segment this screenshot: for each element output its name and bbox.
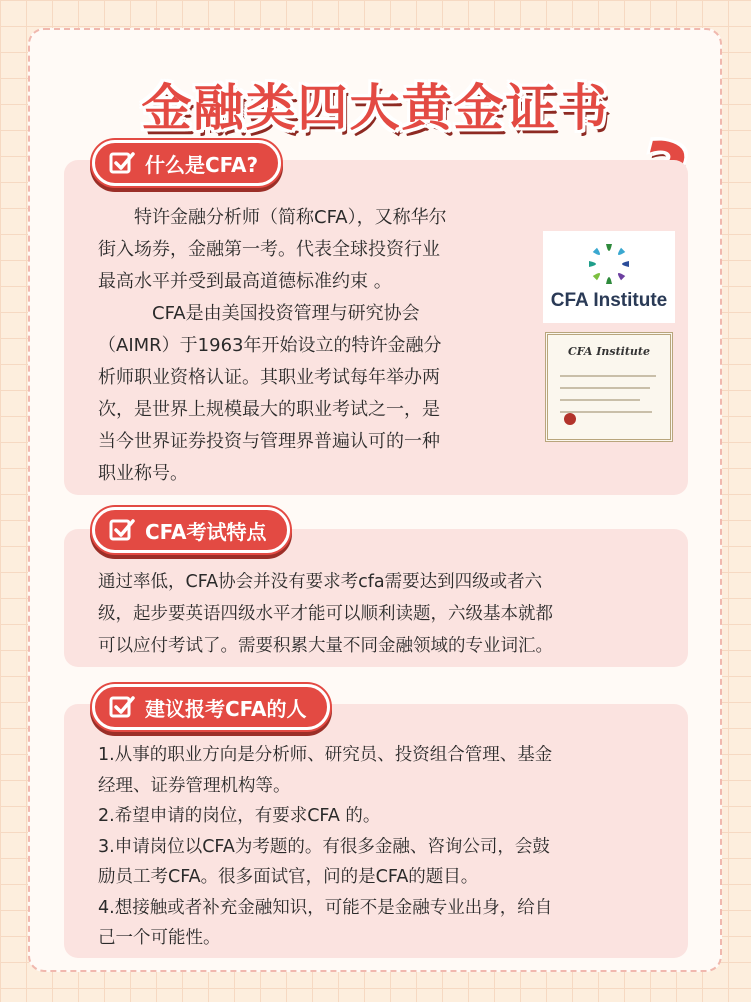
section-what-is-cfa-text: [98, 202, 538, 490]
text-line: 职业称号。: [98, 463, 188, 484]
section-badge-exam-features: [92, 507, 290, 553]
list-item: 励员工考CFA。很多面试官，问的是CFA的题目。: [98, 867, 479, 887]
checkbox-check-icon: [109, 694, 135, 720]
cfa-institute-logo: [543, 231, 675, 323]
section-recommended-text: [98, 740, 678, 954]
text-line: 级，起步要英语四级水平才能可以顺利读题，六级基本就都: [98, 604, 553, 624]
list-item: 经理、证券管理机构等。: [98, 775, 291, 796]
certificate-line: [560, 399, 640, 401]
text-line: 可以应付考试了。需要积累大量不同金融领域的专业词汇。: [98, 636, 553, 656]
section-badge-what-is-cfa: [92, 140, 281, 186]
list-item: 己一个可能性。: [98, 928, 221, 948]
list-item: 4.想接触或者补充金融知识，可能不是金融专业出身，给自: [98, 897, 553, 918]
text-line: 最高水平并受到最高道德标准约束 。: [98, 271, 392, 292]
text-line: 通过率低，CFA协会并没有要求考cfa需要达到四级或者六: [98, 572, 543, 592]
section-badge-label: CFA考试特点: [145, 519, 267, 544]
text-line: CFA是由美国投资管理与研究协会: [98, 303, 420, 324]
certificate-line: [560, 387, 650, 389]
text-line: （AIMR）于1963年开始设立的特许金融分: [98, 335, 442, 356]
section-badge-label: 建议报考CFA的人: [145, 696, 307, 721]
cfa-institute-logo-icon: [587, 242, 631, 286]
section-badge-label: 什么是CFA?: [145, 152, 259, 177]
certificate-heading: CFA Institute: [567, 345, 651, 358]
text-line: 街入场券，金融第一考。代表全球投资行业: [98, 239, 440, 260]
checkbox-check-icon: [109, 517, 135, 543]
text-line: 当今世界证券投资与管理界普遍认可的一种: [98, 431, 440, 452]
section-badge-recommended: [92, 684, 330, 730]
certificate-line: [560, 411, 652, 413]
text-line: 析师职业资格认证。其职业考试每年举办两: [98, 367, 440, 388]
page-title: 金融类四大黄金证书: [141, 79, 610, 137]
section-exam-features-text: [98, 566, 678, 662]
certificate-image: [545, 332, 673, 442]
text-line: 特许金融分析师（简称CFA），又称华尔: [98, 207, 447, 228]
logo-text: CFA Institute: [550, 290, 668, 311]
checkbox-check-icon: [109, 150, 135, 176]
list-item: 1.从事的职业方向是分析师、研究员、投资组合管理、基金: [98, 745, 553, 765]
certificate-line: [560, 375, 656, 377]
list-item: 2.希望申请的岗位，有要求CFA 的。: [98, 806, 381, 826]
certificate-seal: [564, 413, 576, 425]
text-line: 次，是世界上规模最大的职业考试之一，是: [98, 399, 440, 420]
list-item: 3.申请岗位以CFA为考题的。有很多金融、咨询公司，会鼓: [98, 836, 550, 857]
